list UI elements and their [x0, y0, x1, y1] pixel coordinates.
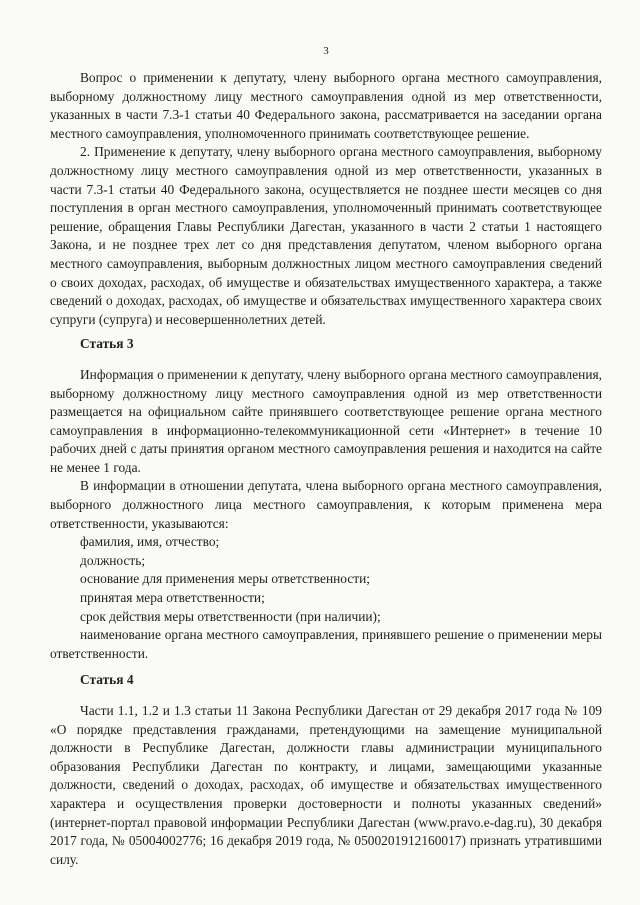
- heading-article-4: Статья 4: [80, 672, 134, 688]
- list-item-basis: основание для применения меры ответственности;: [80, 571, 370, 587]
- paragraph-item-2: 2. Применение к депутату, члену выборного органа местного самоуправления, выборному должностному лицу местного самоуправления одной из мер ответственности, указанных в части 7.3-1 статьи 40 Федерального закона, осуществляется не позднее шести месяцев со дня поступления в орган местного самоуправления, уполномоченный принимать соответствующее решение, обращения Главы Республики Дагестан, указанного в части 2 статьи 1 настоящего Закона, и не позднее трех лет со дня представления депутатом, членом выборного органа местного самоуправления, выборным должностных лицом местного самоуправления сведений о своих доходах, расходах, об имуществе и обязательствах имущественного характера, а также сведений о доходах, расходах, об имуществе и обязательствах имущественного характера своих супруги (супруга) и несовершеннолетних детей.: [50, 144, 602, 327]
- paragraph-article-4: Части 1.1, 1.2 и 1.3 статьи 11 Закона Республики Дагестан от 29 декабря 2017 года № 109 «О порядке представления гражданами, претендующими на замещение муниципальной должности в Республике Дагестан, должности главы администрации муниципального образования Республики Дагестан по контракту, и лицами, замещающими указанные должности, сведений о доходах, расходах, об имуществе и обязательствах имущественного характера и осуществления проверки достоверности и полноты указанных сведений» (интернет-портал правовой информации Республики Дагестан (www.pravo.e-dag.ru), 30 декабря 2017 года, № 05004002776; 16 декабря 2019 года, № 0500201912160017) признать утратившими силу.: [50, 703, 602, 867]
- paragraph-question-on-measures: Вопрос о применении к депутату, члену выборного органа местного самоуправления, выборному должностному лицу местного самоуправления одной из мер ответственности, указанных в части 7.3-1 статьи 40 Федерального закона, рассматривается на заседании органа местного самоуправления, уполномоченного принимать соответствующее решение.: [50, 70, 602, 141]
- list-item-full-name: фамилия, имя, отчество;: [80, 534, 220, 550]
- list-item-term: срок действия меры ответственности (при наличии);: [80, 608, 381, 624]
- page-number: 3: [323, 45, 329, 57]
- paragraph-article-3-contents: В информации в отношении депутата, члена выборного органа местного самоуправления, выборного должностного лица местного самоуправления, к которым применена мера ответственности, указываются:: [50, 478, 602, 531]
- list-item-authority: наименование органа местного самоуправления, принявшего решение о применении меры ответственности.: [50, 627, 602, 661]
- list-item-measure: принятая мера ответственности;: [80, 590, 265, 606]
- list-item-position: должность;: [80, 552, 146, 568]
- paragraph-article-3-info: Информация о применении к депутату, члену выборного органа местного самоуправления, выборному должностному лицу местного самоуправления одной из мер ответственности размещается на официальном сайте принявшего соответствующее решение органа местного самоуправления в информационно-телекоммуникационной сети «Интернет» в течение 10 рабочих дней с даты принятия органом местного самоуправления решения и находится на сайте не менее 1 года.: [50, 366, 602, 475]
- heading-article-3: Статья 3: [80, 336, 134, 352]
